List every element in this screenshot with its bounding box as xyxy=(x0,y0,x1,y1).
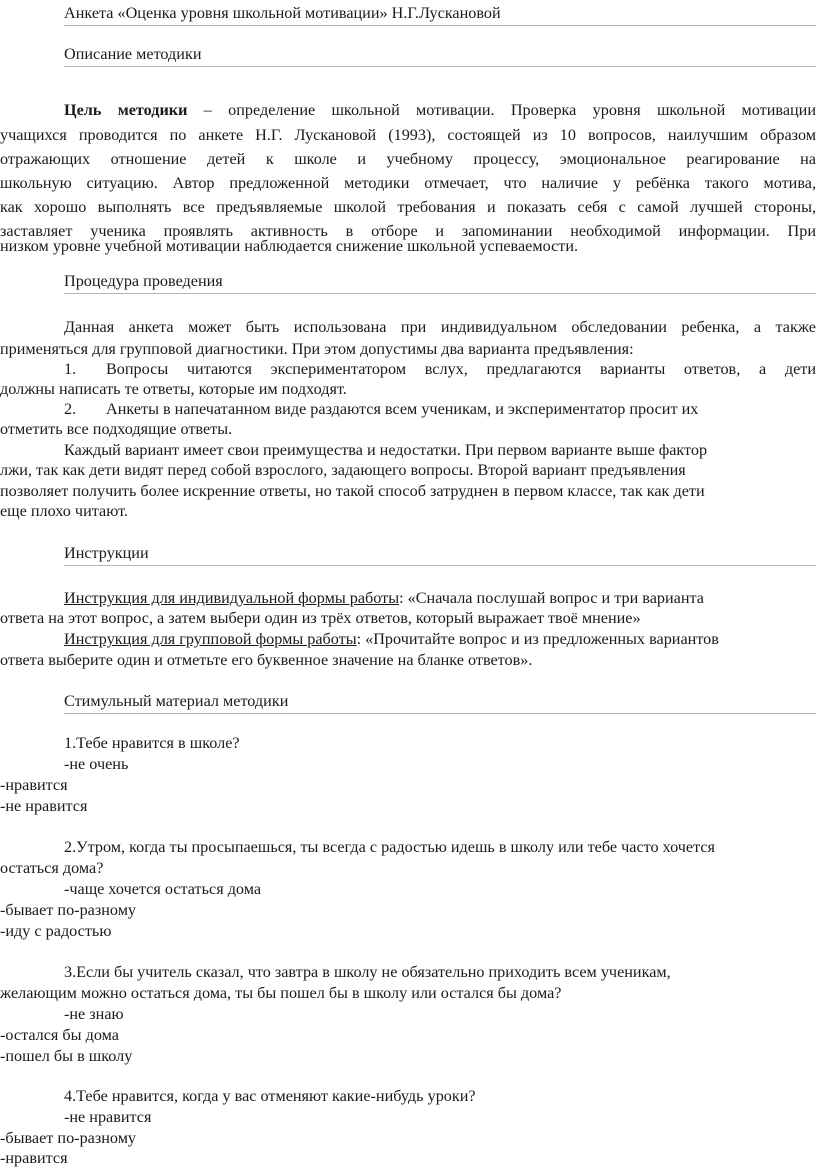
answer-option: -нравится xyxy=(0,776,68,794)
list-number: 1. xyxy=(64,360,77,378)
instruction-group-label: Инструкция для групповой формы работы xyxy=(64,630,357,648)
question-text: 4.Тебе нравится, когда у вас отменяют какие-нибудь уроки? xyxy=(64,1087,476,1105)
section-heading-stimulus: Стимульный материал методики xyxy=(64,692,289,710)
title-rule xyxy=(64,25,816,26)
procedure-line: применяться для групповой диагностики. При этом допустимы два варианта предъявления: xyxy=(0,340,634,358)
instruction-individual-cont: ответа на этот вопрос, а затем выбери один из трёх ответов, который выражает твоё мнение» xyxy=(0,609,641,627)
goal-line: заставляет ученика проявлять активность в отборе и запоминании необходимой информации. При xyxy=(0,222,816,240)
instruction-individual-text: : «Сначала послушай вопрос и три варианта xyxy=(399,589,704,607)
question-text: 2.Утром, когда ты просыпаешься, ты всегда с радостью идешь в школу или тебе часто хочется xyxy=(64,838,716,856)
goal-line: отражающих отношение детей к школе и учебному процессу, эмоциональное реагирование на xyxy=(0,150,816,168)
section-heading-instructions: Инструкции xyxy=(64,544,149,562)
procedure-line: отметить все подходящие ответы. xyxy=(0,420,233,438)
answer-option: -не нравится xyxy=(64,1108,152,1126)
instruction-group-text: : «Прочитайте вопрос и из предложенных вариантов xyxy=(356,630,719,648)
answer-option: -нравится xyxy=(0,1149,68,1167)
procedure-line: позволяет получить более искренние ответы, но такой способ затруднен в первом классе, так как дети xyxy=(0,482,705,500)
goal-line: низком уровне учебной мотивации наблюдается снижение школьной успеваемости. xyxy=(0,237,579,255)
question-text: желающим можно остаться дома, ты бы пошел бы в школу или остался бы дома? xyxy=(0,984,562,1002)
list-number: 2. xyxy=(64,400,77,418)
document-title: Анкета «Оценка уровня школьной мотивации» Н.Г.Лускановой xyxy=(64,4,501,22)
instruction-individual-label: Инструкция для индивидуальной формы работы xyxy=(64,589,400,607)
goal-label: Цель методики xyxy=(64,101,188,119)
procedure-line: Данная анкета может быть использована при индивидуальном обследовании ребенка, а также xyxy=(64,318,816,336)
section-heading-description: Описание методики xyxy=(64,45,202,63)
goal-line: как хорошо выполнять все предъявляемые школой требования и показать себя с самой лучшей стороны, xyxy=(0,198,816,216)
section-rule xyxy=(64,293,816,294)
answer-option: -бывает по-разному xyxy=(0,901,137,919)
goal-line: учащихся проводится по анкете Н.Г. Лускановой (1993), состоящей из 10 вопросов, наилучшим образом xyxy=(0,126,816,144)
goal-line-1 xyxy=(64,101,816,120)
section-rule xyxy=(64,713,816,714)
section-rule xyxy=(64,565,816,566)
procedure-line: Каждый вариант имеет свои преимущества и недостатки. При первом варианте выше фактор xyxy=(64,441,708,459)
question-text: 1.Тебе нравится в школе? xyxy=(64,734,240,752)
answer-option: -чаще хочется остаться дома xyxy=(64,880,262,898)
answer-option: -не знаю xyxy=(64,1005,124,1023)
goal-line: школьную ситуацию. Автор предложенной методики отмечает, что наличие у ребёнка такого мотива, xyxy=(0,174,816,192)
question-text: 3.Если бы учитель сказал, что завтра в школу не обязательно приходить всем ученикам, xyxy=(64,963,671,981)
goal-text: – определение школьной мотивации. Проверка уровня школьной мотивации xyxy=(187,101,816,119)
section-heading-procedure: Процедура проведения xyxy=(64,272,223,290)
question-text: остаться дома? xyxy=(0,859,104,877)
procedure-line: лжи, так как дети видят перед собой взрослого, задающего вопросы. Второй вариант предъявления xyxy=(0,461,686,479)
answer-option: -пошел бы в школу xyxy=(0,1047,133,1065)
procedure-line: еще плохо читают. xyxy=(0,502,128,520)
procedure-line: Анкеты в напечатанном виде раздаются всем ученикам, и экспериментатор просит их xyxy=(106,400,699,418)
procedure-line: Вопросы читаются экспериментатором вслух, предлагаются варианты ответов, а дети xyxy=(106,360,816,378)
answer-option: -не нравится xyxy=(0,797,88,815)
instruction-group xyxy=(64,630,719,649)
instruction-group-cont: ответа выберите один и отметьте его буквенное значение на бланке ответов». xyxy=(0,651,533,669)
answer-option: -бывает по-разному xyxy=(0,1129,137,1147)
section-rule xyxy=(64,66,816,67)
answer-option: -остался бы дома xyxy=(0,1026,119,1044)
instruction-individual xyxy=(64,589,704,608)
procedure-line: должны написать те ответы, которые им подходят. xyxy=(0,380,347,398)
answer-option: -иду с радостью xyxy=(0,922,112,940)
answer-option: -не очень xyxy=(64,755,129,773)
